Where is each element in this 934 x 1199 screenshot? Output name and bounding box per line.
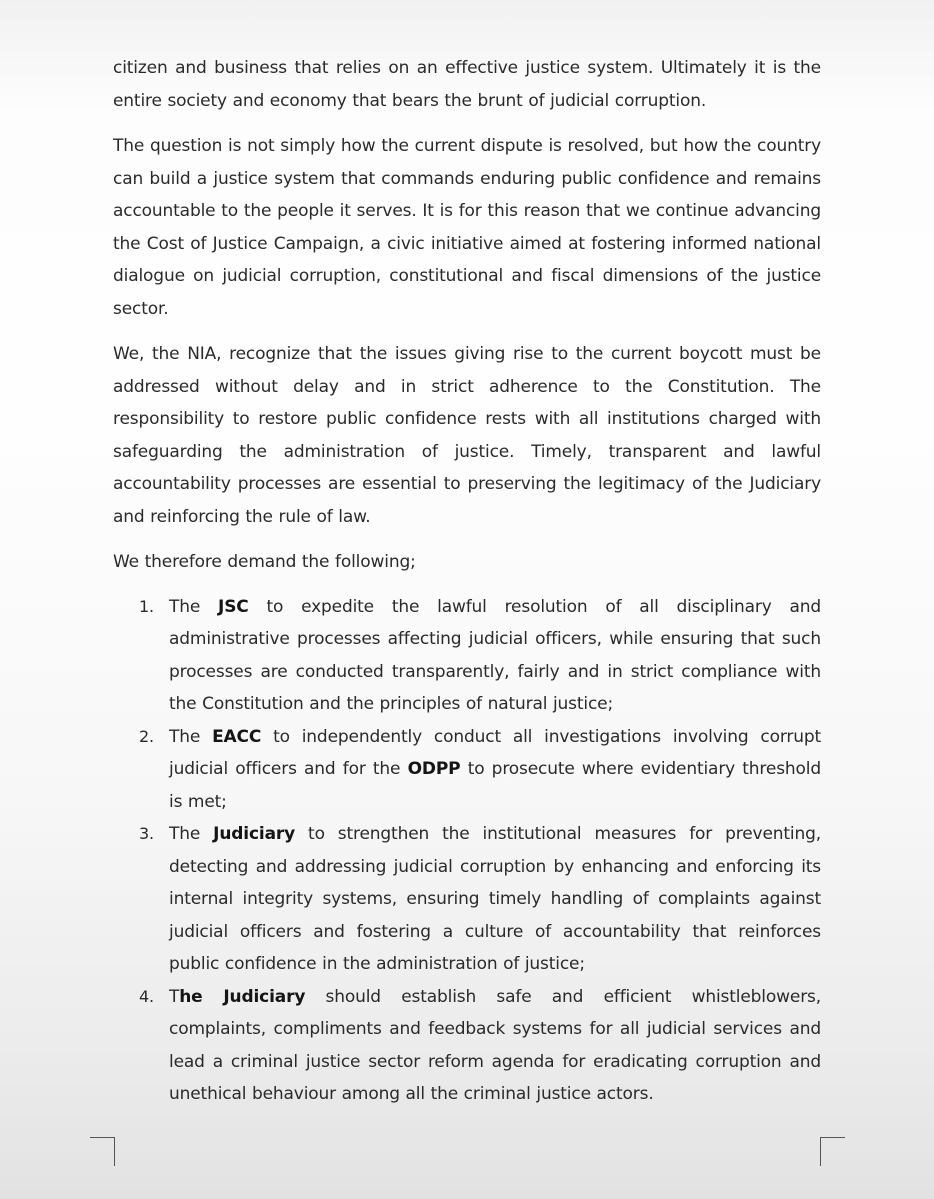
paragraph-nia-position: We, the NIA, recognize that the issues giving rise to the current boycott must be addressed without delay and in strict adherence to the Constitution. The responsibility to restore public confidence rests with all institutions charged with safeguarding the administration of justice. Timely, transparent and lawful accountability processes are essential to preserving the legitimacy of the Judiciary and reinforcing the rule of law. <box>113 344 821 527</box>
demand-number: 3. <box>139 824 154 843</box>
org-name: JSC <box>218 596 249 617</box>
org-name: he Judiciary <box>179 986 306 1007</box>
demand-item-jsc <box>113 591 821 721</box>
demand-item-judiciary-feedback <box>113 981 821 1111</box>
org-name: Judiciary <box>213 824 296 844</box>
demand-number: 1. <box>139 596 154 616</box>
demand-text: to expedite the lawful resolution of all disciplinary and administrative processes affecting judicial officers, while ensuring that such processes are conducted transparently, fairly and in strict compliance with the Constitution and the principles of natural justice; <box>169 596 821 714</box>
demand-text: to strengthen the institutional measures for preventing, detecting and addressing judicial corruption by enhancing and enforcing its internal integrity systems, ensuring timely handling of complaints against judicial officers and fostering a culture of accountability that reinforces public confidence in the administration of justice; <box>169 824 821 974</box>
demand-text: to independently conduct all investigations involving corrupt judicial officers and for the <box>169 726 821 779</box>
demand-text: should establish safe and efficient whistleblowers, complaints, compliments and feedback systems for all judicial services and lead a criminal justice sector reform agenda for eradicating corruption and unethical behaviour among all the criminal justice actors. <box>169 986 821 1104</box>
demand-lead: The <box>169 596 219 617</box>
demand-item-judiciary-integrity <box>113 818 821 981</box>
paragraph-society-burden: citizen and business that relies on an effective justice system. Ultimately it is the entire society and economy that bears the brunt of judicial corruption. <box>113 58 821 111</box>
demand-lead: T <box>169 986 180 1007</box>
demand-lead: The <box>169 824 214 844</box>
org-name-secondary: ODPP <box>407 759 461 779</box>
demand-lead: The <box>169 726 213 747</box>
demand-text-secondary: to prosecute where evidentiary threshold is met; <box>169 759 821 812</box>
paragraph-cost-of-justice-campaign: The question is not simply how the current dispute is resolved, but how the country can build a justice system that commands enduring public confidence and remains accountable to the people it serves. It is for this reason that we continue advancing the Cost of Justice Campaign, a civic initiative aimed at fostering informed national dialogue on judicial corruption, constitutional and fiscal dimensions of the justice sector. <box>113 136 821 319</box>
crop-mark-right <box>820 1137 845 1166</box>
demands-intro: We therefore demand the following; <box>113 552 416 572</box>
page-body <box>113 52 821 1111</box>
org-name: EACC <box>212 726 262 747</box>
demand-number: 2. <box>139 726 154 746</box>
demand-number: 4. <box>139 986 154 1006</box>
demands-list <box>113 591 821 1111</box>
demand-item-eacc <box>113 721 821 819</box>
crop-mark-left <box>90 1137 115 1166</box>
